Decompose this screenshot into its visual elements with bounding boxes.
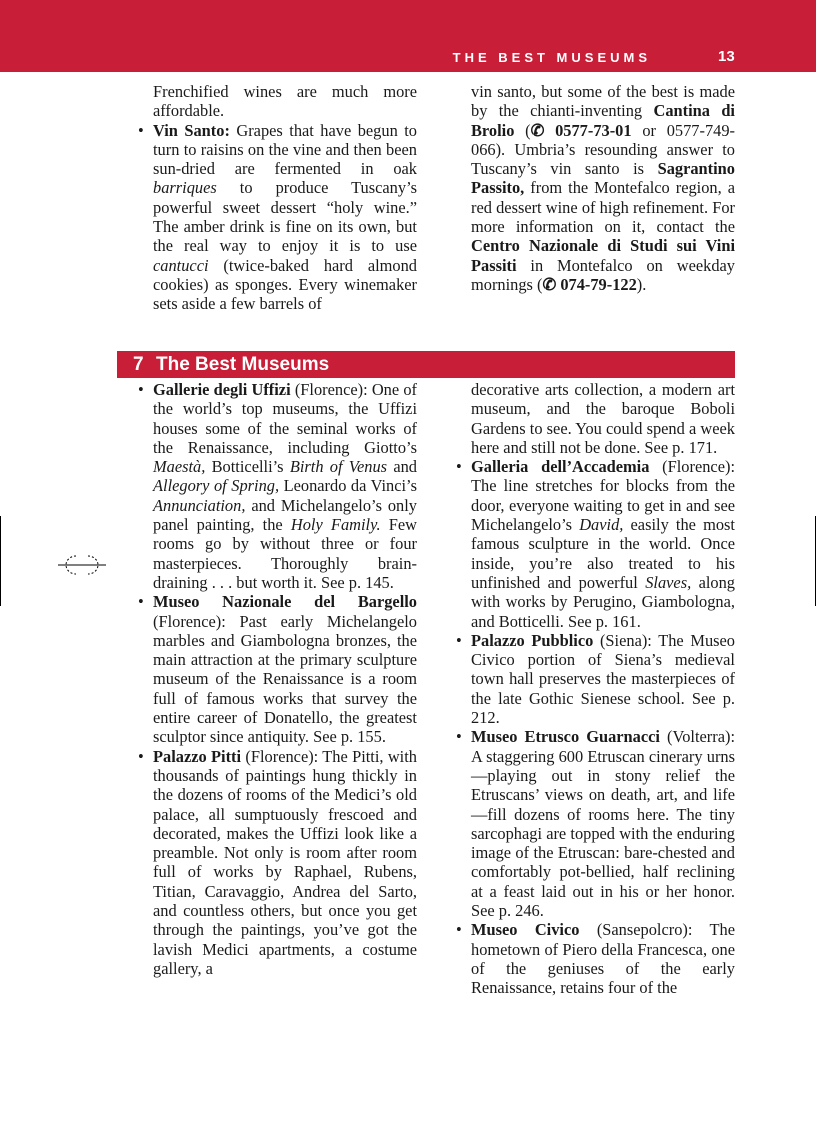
- entry-title: Galleria dell’Accademia: [471, 457, 650, 477]
- museums-right-column: [471, 380, 735, 998]
- entry-title: Gallerie degli Uffizi: [153, 380, 291, 399]
- paragraph: Frenchified wines are much more affordable.: [153, 82, 417, 121]
- list-item-bargello: • Museo Nazionale del Bargello (Florence): Past early Michelangelo marbles and Giambologna bronzes, the main attraction at the primary sculpture museum of the Renaissance is a room full of famous works that survey the entire career of Donatello, the greatest sculptor since antiquity. See p. 155.: [153, 592, 417, 746]
- header-bar: [0, 0, 816, 72]
- section-title: The Best Museums: [156, 354, 330, 375]
- entry-title: Palazzo Pitti: [153, 746, 242, 766]
- phone-number: ✆ 0577-73-01: [530, 120, 632, 140]
- top-right-column: [471, 82, 735, 294]
- list-item-pitti: • Palazzo Pitti (Florence): The Pitti, with thousands of paintings hung thickly in the dozens of rooms of the Medici’s old palace, all sumptuously frescoed and decorated, makes the Uffizi look like a preamble. Not only is room after room full of works by Raphael, Rubens, Titian, Caravaggio, Andrea del Sarto, and countless others, but once you get through the paintings, you’ve got the lavish Medici apartments, a costume gallery, a: [153, 747, 417, 979]
- list-item-accademia: • Galleria dell’Accademia (Florence): The line stretches for blocks from the door, everyone waiting to get in and see Michelangelo’s David, easily the most famous sculpture in the world. Once inside, you’re also treated to his unfinished and powerful Slaves, along with works by Perugino, Giambologna, and Botticelli. See p. 161.: [471, 457, 735, 631]
- entry-title: Vin Santo:: [153, 120, 230, 140]
- list-item-vin-santo: • Vin Santo: Grapes that have begun to turn to raisins on the vine and then been sun-dried are fermented in oak barriques to produce Tuscany’s powerful sweet dessert “holy wine.” The amber drink is fine on its own, but the real way to enjoy it is to use cantucci (twice-baked hard almond cookies) as sponges. Every winemaker sets aside a few barrels of: [153, 121, 417, 314]
- paragraph: vin santo, but some of the best is made by the chianti-inventing Cantina di Brolio (✆ 0577-73-01 or 0577-749-066). Umbria’s resounding answer to Tuscany’s vin santo is Sagrantino Passito, from the Montefalco region, a red dessert wine of high refinement. For more information on it, contact the Centro Nazionale di Studi sui Vini Passiti in Montefalco on weekday mornings (✆ 074-79-122).: [471, 82, 735, 294]
- list-item-palazzo-pubblico: • Palazzo Pubblico (Siena): The Museo Civico portion of Siena’s medieval town hall preserves the masterpieces of the late Gothic Sienese school. See p. 212.: [471, 631, 735, 727]
- crop-mark: [0, 516, 1, 606]
- entry-title: Museo Civico: [471, 920, 580, 940]
- running-head: THE BEST MUSEUMS: [452, 50, 651, 65]
- top-left-column: [153, 82, 417, 314]
- list-item-uffizi: • Gallerie degli Uffizi (Florence): One of the world’s top museums, the Uffizi houses some of the seminal works of the Renaissance, including Giotto’s Maestà, Botticelli’s Birth of Venus and Allegory of Spring, Leonardo da Vinci’s Annunciation, and Michelangelo’s only panel painting, the Holy Family. Few rooms go by without three or four masterpieces. Thoroughly brain-draining . . . but worth it. See p. 145.: [153, 380, 417, 592]
- registration-mark-icon: [58, 550, 106, 580]
- museums-left-column: [153, 380, 417, 978]
- page-number: 13: [718, 48, 735, 65]
- list-item-guarnacci: • Museo Etrusco Guarnacci (Volterra): A staggering 600 Etruscan cinerary urns—playing out in stony relief the Etruscans’ views on death, art, and life—fill dozens of rooms here. The tiny sarcophagi are topped with the enduring image of the Etruscan: bare-chested and comfortably pot-bellied, half reclining at a feast laid out in his or her honor. See p. 246.: [471, 727, 735, 920]
- entry-title: Museo Etrusco Guarnacci: [471, 727, 660, 747]
- section-heading: [117, 351, 735, 378]
- list-item-museo-civico: • Museo Civico (Sansepolcro): The hometown of Piero della Francesca, one of the geniuses of the early Renaissance, retains four of the: [471, 920, 735, 997]
- entry-title: Palazzo Pubblico: [471, 630, 594, 650]
- phone-number: ✆ 074-79-122: [542, 274, 637, 294]
- section-number: 7: [133, 354, 144, 375]
- paragraph-continued: decorative arts collection, a modern art museum, and the baroque Boboli Gardens to see. You could spend a week here and still not be done. See p. 171.: [471, 380, 735, 457]
- entry-title: Museo Nazionale del Bargello: [153, 592, 417, 612]
